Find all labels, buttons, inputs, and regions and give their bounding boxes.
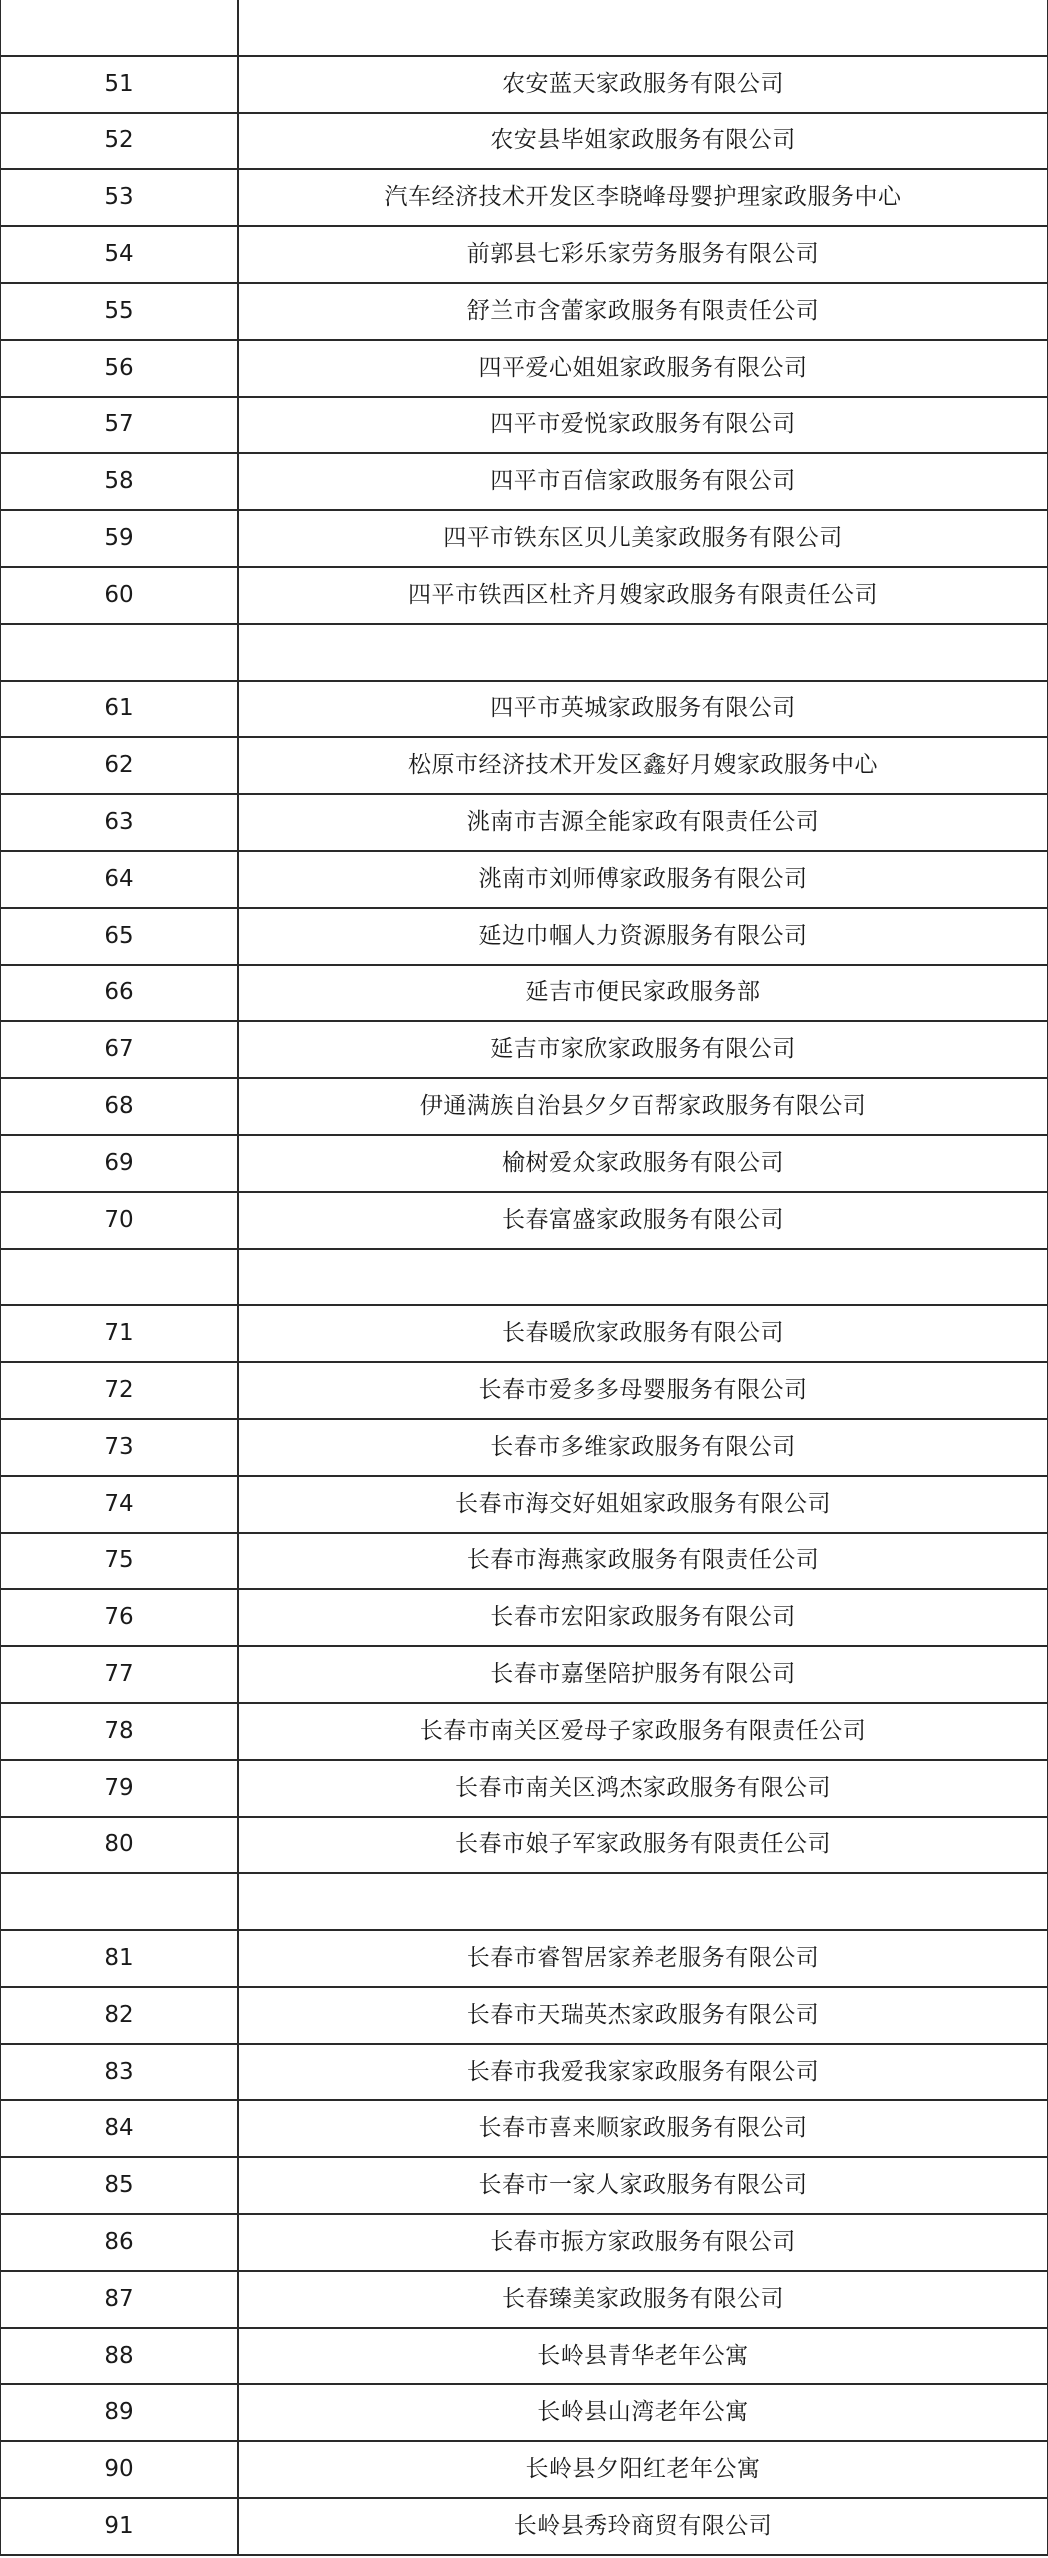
table-row	[1, 1419, 1048, 1476]
row-number-cell: 59	[1, 510, 239, 567]
table-row	[1, 624, 1048, 681]
company-name-cell: 长春富盛家政服务有限公司	[238, 1192, 1048, 1249]
company-name-cell: 四平市英城家政服务有限公司	[238, 681, 1048, 738]
table-row	[1, 965, 1048, 1022]
table-row	[1, 1760, 1048, 1817]
company-name-cell: 长岭县青华老年公寓	[238, 2328, 1048, 2385]
table-row	[1, 1646, 1048, 1703]
table-row	[1, 2328, 1048, 2385]
company-name-cell: 舒兰市含蕾家政服务有限责任公司	[238, 283, 1048, 340]
company-name-cell: 延吉市家欣家政服务有限公司	[238, 1021, 1048, 1078]
table-row	[1, 1703, 1048, 1760]
company-name-cell: 长春市我爱我家家政服务有限公司	[238, 2044, 1048, 2101]
company-name-cell: 长春臻美家政服务有限公司	[238, 2271, 1048, 2328]
row-number-cell: 52	[1, 113, 239, 170]
row-number-cell: 82	[1, 1987, 239, 2044]
row-number-cell: 61	[1, 681, 239, 738]
company-name-cell: 长春市娘子军家政服务有限责任公司	[238, 1817, 1048, 1874]
row-number-cell: 90	[1, 2441, 239, 2498]
company-name-cell: 四平市百信家政服务有限公司	[238, 453, 1048, 510]
company-name-cell: 长春市振方家政服务有限公司	[238, 2214, 1048, 2271]
table-row	[1, 1533, 1048, 1590]
row-number-cell: 86	[1, 2214, 239, 2271]
company-name-cell: 前郭县七彩乐家劳务服务有限公司	[238, 226, 1048, 283]
table-row	[1, 737, 1048, 794]
table-row	[1, 794, 1048, 851]
table-row	[1, 1021, 1048, 1078]
row-number-cell: 84	[1, 2100, 239, 2157]
company-name-cell: 延吉市便民家政服务部	[238, 965, 1048, 1022]
table-row	[1, 1589, 1048, 1646]
company-name-cell: 延边巾帼人力资源服务有限公司	[238, 908, 1048, 965]
table-row	[1, 1249, 1048, 1306]
row-number-cell	[1, 1249, 239, 1306]
table-row	[1, 1078, 1048, 1135]
table-row	[1, 113, 1048, 170]
company-name-cell: 洮南市吉源全能家政有限责任公司	[238, 794, 1048, 851]
row-number-cell: 51	[1, 56, 239, 113]
row-number-cell: 79	[1, 1760, 239, 1817]
row-number-cell	[1, 1873, 239, 1930]
table-row	[1, 1873, 1048, 1930]
row-number-cell: 83	[1, 2044, 239, 2101]
company-name-cell: 长春市南关区爱母子家政服务有限责任公司	[238, 1703, 1048, 1760]
row-number-cell: 71	[1, 1305, 239, 1362]
row-number-cell: 58	[1, 453, 239, 510]
company-name-cell: 农安蓝天家政服务有限公司	[238, 56, 1048, 113]
table-row	[1, 397, 1048, 454]
table-row	[1, 2498, 1048, 2555]
company-name-cell: 洮南市刘师傅家政服务有限公司	[238, 851, 1048, 908]
company-name-cell: 长春市天瑞英杰家政服务有限公司	[238, 1987, 1048, 2044]
row-number-cell: 54	[1, 226, 239, 283]
table-row	[1, 453, 1048, 510]
company-name-cell: 长春市海交好姐姐家政服务有限公司	[238, 1476, 1048, 1533]
company-name-cell	[238, 1249, 1048, 1306]
row-number-cell: 89	[1, 2384, 239, 2441]
company-name-cell: 农安县毕姐家政服务有限公司	[238, 113, 1048, 170]
row-number-cell: 70	[1, 1192, 239, 1249]
table-row	[1, 2157, 1048, 2214]
row-number-cell: 53	[1, 169, 239, 226]
company-name-cell: 长春市喜来顺家政服务有限公司	[238, 2100, 1048, 2157]
table-row	[1, 1930, 1048, 1987]
table-row	[1, 2271, 1048, 2328]
company-name-cell: 长春市嘉堡陪护服务有限公司	[238, 1646, 1048, 1703]
table-row	[1, 510, 1048, 567]
table-row	[1, 2100, 1048, 2157]
company-name-cell: 长春市宏阳家政服务有限公司	[238, 1589, 1048, 1646]
company-name-cell: 四平市铁西区杜齐月嫂家政服务有限责任公司	[238, 567, 1048, 624]
table-row	[1, 2441, 1048, 2498]
table-row	[1, 567, 1048, 624]
table-row	[1, 1817, 1048, 1874]
table-row	[1, 2044, 1048, 2101]
table-row	[1, 1305, 1048, 1362]
table-row	[1, 226, 1048, 283]
company-name-cell	[238, 624, 1048, 681]
row-number-cell: 77	[1, 1646, 239, 1703]
company-name-cell: 长春市南关区鸿杰家政服务有限公司	[238, 1760, 1048, 1817]
company-name-cell: 长春市多维家政服务有限公司	[238, 1419, 1048, 1476]
company-name-cell: 长岭县山湾老年公寓	[238, 2384, 1048, 2441]
company-name-cell	[238, 0, 1048, 56]
row-number-cell: 57	[1, 397, 239, 454]
company-name-cell: 长春暖欣家政服务有限公司	[238, 1305, 1048, 1362]
row-number-cell: 69	[1, 1135, 239, 1192]
company-name-cell: 四平市铁东区贝儿美家政服务有限公司	[238, 510, 1048, 567]
row-number-cell: 78	[1, 1703, 239, 1760]
company-name-cell: 榆树爱众家政服务有限公司	[238, 1135, 1048, 1192]
company-name-cell: 长岭县秀玲商贸有限公司	[238, 2498, 1048, 2555]
company-name-cell: 长春市海燕家政服务有限责任公司	[238, 1533, 1048, 1590]
company-name-cell: 长春市一家人家政服务有限公司	[238, 2157, 1048, 2214]
company-name-cell: 伊通满族自治县夕夕百帮家政服务有限公司	[238, 1078, 1048, 1135]
table-row	[1, 681, 1048, 738]
table-row	[1, 283, 1048, 340]
row-number-cell: 64	[1, 851, 239, 908]
row-number-cell: 80	[1, 1817, 239, 1874]
row-number-cell: 81	[1, 1930, 239, 1987]
table-row	[1, 1135, 1048, 1192]
row-number-cell: 76	[1, 1589, 239, 1646]
table-row	[1, 340, 1048, 397]
row-number-cell: 85	[1, 2157, 239, 2214]
table-row	[1, 2214, 1048, 2271]
company-name-cell	[238, 1873, 1048, 1930]
row-number-cell: 91	[1, 2498, 239, 2555]
table-row	[1, 2384, 1048, 2441]
row-number-cell: 62	[1, 737, 239, 794]
table-row	[1, 56, 1048, 113]
row-number-cell: 65	[1, 908, 239, 965]
row-number-cell: 72	[1, 1362, 239, 1419]
row-number-cell: 73	[1, 1419, 239, 1476]
row-number-cell: 87	[1, 2271, 239, 2328]
table-row	[1, 1362, 1048, 1419]
row-number-cell: 56	[1, 340, 239, 397]
row-number-cell: 55	[1, 283, 239, 340]
company-name-cell: 松原市经济技术开发区鑫好月嫂家政服务中心	[238, 737, 1048, 794]
table-row	[1, 1192, 1048, 1249]
company-name-cell: 长春市睿智居家养老服务有限公司	[238, 1930, 1048, 1987]
row-number-cell: 88	[1, 2328, 239, 2385]
table-row	[1, 0, 1048, 56]
company-list-body	[1, 0, 1048, 2555]
row-number-cell: 74	[1, 1476, 239, 1533]
row-number-cell: 67	[1, 1021, 239, 1078]
company-name-cell: 长岭县夕阳红老年公寓	[238, 2441, 1048, 2498]
table-row	[1, 908, 1048, 965]
table-row	[1, 1476, 1048, 1533]
company-name-cell: 长春市爱多多母婴服务有限公司	[238, 1362, 1048, 1419]
row-number-cell	[1, 0, 239, 56]
row-number-cell: 68	[1, 1078, 239, 1135]
table-row	[1, 851, 1048, 908]
row-number-cell: 60	[1, 567, 239, 624]
company-name-cell: 汽车经济技术开发区李晓峰母婴护理家政服务中心	[238, 169, 1048, 226]
row-number-cell: 63	[1, 794, 239, 851]
row-number-cell: 66	[1, 965, 239, 1022]
company-name-cell: 四平爱心姐姐家政服务有限公司	[238, 340, 1048, 397]
company-name-cell: 四平市爱悦家政服务有限公司	[238, 397, 1048, 454]
row-number-cell	[1, 624, 239, 681]
row-number-cell: 75	[1, 1533, 239, 1590]
table-row	[1, 169, 1048, 226]
table-row	[1, 1987, 1048, 2044]
